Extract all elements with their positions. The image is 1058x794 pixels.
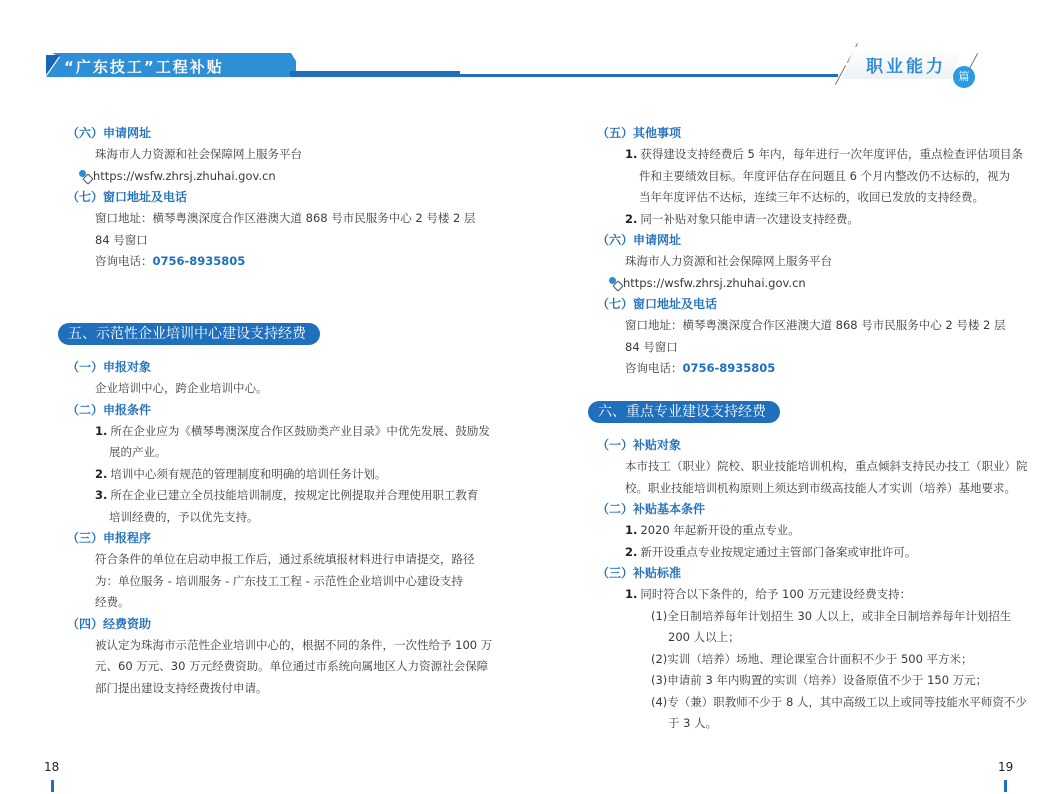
paragraph-line: 珠海市人力资源和社会保障网上服务平台 bbox=[625, 254, 832, 268]
sub-item-continuation: 200 人以上； bbox=[668, 630, 740, 644]
paragraph-line: 经费。 bbox=[95, 595, 130, 609]
page-marker-left bbox=[51, 780, 54, 792]
subsection-heading: （三）申报程序 bbox=[67, 531, 152, 545]
paragraph-line: 企业培训中心，跨企业培训中心。 bbox=[95, 381, 268, 395]
paragraph-continuation: 件和主要绩效目标。年度评估存在问题且 6 个月内整改仍不达标的，视为 bbox=[639, 168, 1011, 183]
header-title: “广东技工”工程补贴 bbox=[64, 58, 224, 76]
numbered-item bbox=[597, 144, 1037, 166]
subsection-heading: （七）窗口地址及电话 bbox=[597, 297, 718, 311]
phone-label: 咨询电话： bbox=[95, 254, 153, 268]
subsection-heading: （二）补贴基本条件 bbox=[597, 502, 706, 516]
numbered-item bbox=[67, 421, 504, 443]
subsection-heading: （一）补贴对象 bbox=[597, 438, 682, 452]
section-6 bbox=[584, 401, 1034, 735]
subsection-heading: （四）经费资助 bbox=[67, 616, 152, 631]
section-tag-label: 职业能力 bbox=[866, 57, 946, 77]
paragraph-line: 窗口地址：横琴粤澳深度合作区港澳大道 868 号市民服务中心 2 号楼 2 层 bbox=[625, 318, 1006, 332]
item-text: 获得建设支持经费后 5 年内，每年进行一次年度评估，重点检查评估项目条 bbox=[640, 147, 1023, 161]
numbered-item bbox=[597, 520, 1034, 542]
sub-item-continuation: 于 3 人。 bbox=[668, 716, 718, 730]
item-number: 3. bbox=[95, 488, 108, 502]
url-link[interactable]: https://wsfw.zhrsj.zhuhai.gov.cn bbox=[623, 275, 806, 290]
page-number-right: 19 bbox=[998, 760, 1014, 774]
phone-row bbox=[67, 251, 507, 273]
right-contact-block bbox=[597, 123, 1037, 380]
item-number: 1. bbox=[625, 147, 638, 161]
header-rule-thin bbox=[455, 74, 838, 77]
url-link[interactable]: https://wsfw.zhrsj.zhuhai.gov.cn bbox=[93, 168, 276, 183]
section-title-6: 六、重点专业建设支持经费 bbox=[588, 401, 780, 423]
phone-label: 咨询电话： bbox=[625, 361, 683, 375]
paragraph-line: 符合条件的单位在启动申报工作后，通过系统填报材料进行申请提交，路径 bbox=[95, 552, 475, 566]
paragraph-line: 被认定为珠海市示范性企业培训中心的，根据不同的条件，一次性给予 100 万 bbox=[95, 637, 493, 652]
paragraph-line: 元、60 万元、30 万元经费资助。单位通过市系统向属地区人力资源社会保障 bbox=[95, 659, 489, 673]
paragraph-line: 珠海市人力资源和社会保障网上服务平台 bbox=[95, 147, 302, 161]
url-row bbox=[67, 166, 507, 188]
paragraph-line: 84 号窗口 bbox=[95, 232, 148, 247]
numbered-item bbox=[597, 209, 1037, 231]
paragraph-line: 为：单位服务 - 培训服务 - 广东技工工程 - 示范性企业培训中心建设支持 bbox=[95, 573, 463, 588]
item-text: 2020 年起新开设的重点专业。 bbox=[640, 523, 800, 537]
subsection-heading: （六）申请网址 bbox=[597, 233, 682, 247]
sub-item: (4)专（兼）职教师不少于 8 人，其中高级工以上或同等技能水平师资不少 bbox=[651, 694, 1027, 709]
item-text: 培训中心须有规范的管理制度和明确的培训任务计划。 bbox=[110, 466, 387, 481]
paragraph-line: 窗口地址：横琴粤澳深度合作区港澳大道 868 号市民服务中心 2 号楼 2 层 bbox=[95, 211, 476, 225]
paragraph-line: 校。职业技能培训机构原则上须达到市级高技能人才实训（培养）基地要求。 bbox=[625, 480, 1016, 495]
sub-item: (3)申请前 3 年内购置的实训（培养）设备原值不少于 150 万元； bbox=[651, 673, 988, 687]
link-cursor-icon bbox=[79, 170, 91, 182]
numbered-item bbox=[597, 584, 1034, 606]
phone-number: 0756-8935805 bbox=[152, 254, 246, 268]
section-tag-badge: 篇 bbox=[953, 66, 975, 88]
link-cursor-icon bbox=[609, 277, 621, 289]
subsection-heading: （五）其他事项 bbox=[597, 126, 682, 140]
item-text: 同时符合以下条件的，给予 100 万元建设经费支持： bbox=[640, 587, 912, 601]
item-number: 1. bbox=[95, 423, 108, 438]
item-number: 2. bbox=[95, 466, 108, 481]
paragraph-line: 84 号窗口 bbox=[625, 339, 678, 354]
subsection-heading: （七）窗口地址及电话 bbox=[67, 190, 188, 204]
paragraph-continuation: 展的产业。 bbox=[109, 445, 167, 459]
paragraph-line: 部门提出建设支持经费拨付申请。 bbox=[95, 680, 268, 695]
item-number: 2. bbox=[625, 544, 638, 559]
page-number-left: 18 bbox=[44, 760, 60, 774]
paragraph-continuation: 培训经费的，予以优先支持。 bbox=[109, 509, 259, 524]
sub-item: (2)实训（培养）场地、理论课室合计面积不少于 500 平方米； bbox=[651, 651, 973, 666]
subsection-heading: （二）申报条件 bbox=[67, 402, 152, 417]
item-text: 所在企业已建立全员技能培训制度，按规定比例提取并合理使用职工教育 bbox=[110, 488, 479, 502]
left-contact-block bbox=[67, 123, 507, 273]
sub-item: (1)全日制培养每年计划招生 30 人以上，或非全日制培养每年计划招生 bbox=[651, 608, 1012, 623]
numbered-item bbox=[67, 464, 504, 486]
url-row bbox=[597, 273, 1037, 295]
numbered-item bbox=[67, 485, 504, 507]
item-text: 所在企业应为《横琴粤澳深度合作区鼓励类产业目录》中优先发展、鼓励发 bbox=[110, 423, 490, 438]
item-text: 新开设重点专业按规定通过主管部门备案或审批许可。 bbox=[640, 544, 917, 559]
paragraph-line: 本市技工（职业）院校、职业技能培训机构，重点倾斜支持民办技工（职业）院 bbox=[625, 459, 1028, 473]
item-number: 2. bbox=[625, 211, 638, 226]
subsection-heading: （一）申报对象 bbox=[67, 360, 152, 374]
item-number: 1. bbox=[625, 587, 638, 601]
page-marker-right bbox=[1004, 780, 1007, 792]
phone-row bbox=[597, 358, 1037, 380]
section-5 bbox=[54, 323, 504, 699]
item-text: 同一补贴对象只能申请一次建设支持经费。 bbox=[640, 211, 859, 226]
item-number: 1. bbox=[625, 523, 638, 537]
phone-number: 0756-8935805 bbox=[682, 361, 776, 375]
section-title-5: 五、示范性企业培训中心建设支持经费 bbox=[58, 323, 320, 345]
header-rule bbox=[290, 71, 460, 77]
numbered-item bbox=[597, 542, 1034, 564]
paragraph-continuation: 当年年度评估不达标，连续三年不达标的，收回已发放的支持经费。 bbox=[639, 190, 984, 204]
subsection-heading: （六）申请网址 bbox=[67, 126, 152, 140]
subsection-heading: （三）补贴标准 bbox=[597, 566, 682, 580]
